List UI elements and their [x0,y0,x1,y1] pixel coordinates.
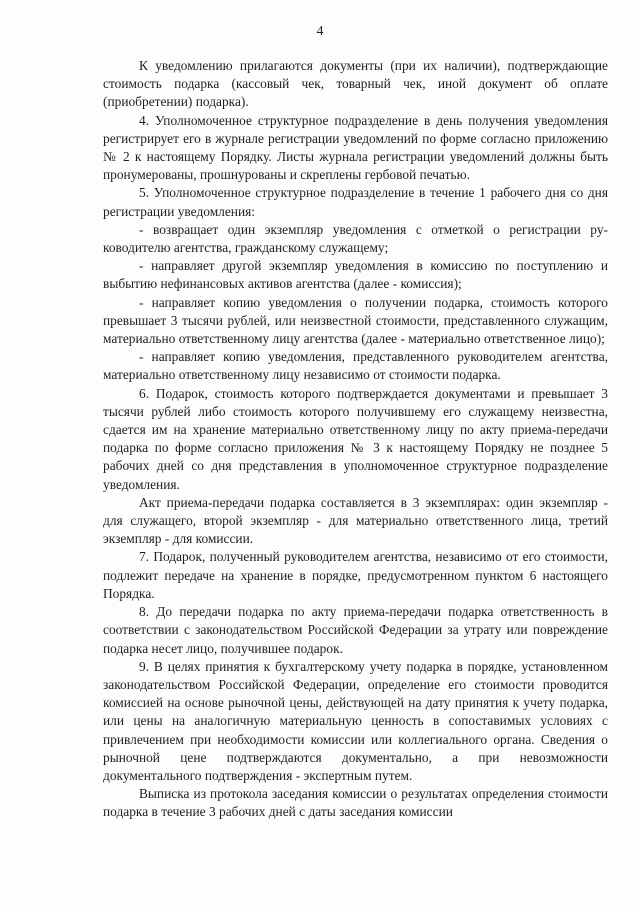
list-item-return-copy: - возвращает один экземпляр уведомления с отметкой о регистрации руководителю агентства, гражданскому служащему; [103,221,608,256]
paragraph-item-6: 6. Подарок, стоимость которого подтверждается документами и превышает 3 тысячи рублей либо стоимость которого получившему его служащему неизвестна, сдается им на хранение материально ответственному лицу по акту приема-передачи подарка по форме согласно приложения № 3 к настоящему Порядку не позднее 5 рабочих дней со дня представления в уполномоченное структурное подразделение уведомления. [103,385,608,492]
document-body [103,57,608,822]
paragraph-item-4: 4. Уполномоченное структурное подразделение в день получения уведомления регистрирует его в журнале регистрации уведомлений по форме согласно приложению № 2 к настоящему Порядку. Листы журнала регистрации уведомлений должны быть пронумерованы, прошнурованы и скреплены гербовой печатью. [103,112,608,183]
paragraph-item-9: 9. В целях принятия к бухгалтерскому учету подарка в порядке, установленном законодательством Российской Федерации, определение его стоимости проводится комиссией на основе рыночной цены, действующей на дату принятия к учету подарка, или цены на аналогичную материальную ценность в сопоставимых условиях с привлечением при необходимости комиссии или коллегиального органа. Сведения о рыночной цене подтверждаются документально, а при невозможности документального подтверждения - экспертным путем. [103,658,608,783]
list-item-send-to-commission: - направляет другой экземпляр уведомления в комиссию по поступлению и выбытию нефинансовых активов агентства (далее - комиссия); [103,258,608,292]
list-item-send-copy-over-3000: - направляет копию уведомления о получении подарка, стоимость которого превышает 3 тысячи рублей, или неизвестной стоимости, представленного служащим, материально ответственному лицу агентства (далее - материально ответственное лицо); [103,294,608,347]
paragraph-item-7: 7. Подарок, полученный руководителем агентства, независимо от его стоимости, подлежит передаче на хранение в порядке, предусмотренном пунктом 6 настоящего Порядка. [103,549,608,601]
paragraph-item-5: 5. Уполномоченное структурное подразделение в течение 1 рабочего дня со дня регистрации уведомления: [103,185,608,219]
paragraph-item-8: 8. До передачи подарка по акту приема-передачи подарка ответственность в соответствии с законодательством Российской Федерации за утрату или повреждение подарка несет лицо, получившее подарок. [103,604,608,656]
paragraph-act-copies: Акт приема-передачи подарка составляется в 3 экземплярах: один экземпляр - для служащего, второй экземпляр - для материально ответственного лица, третий экземпляр - для комиссии. [103,494,608,547]
list-item-send-copy-head: - направляет копию уведомления, представленного руководителем агентства, материально ответственному лицу независимо от стоимости подарка. [103,349,608,383]
page-number: 4 [316,24,324,39]
paragraph-protocol-extract: Выписка из протокола заседания комиссии о результатах определения стоимости подарка в течение 3 рабочих дней с даты заседания комиссии [103,786,608,820]
paragraph-attachments: К уведомлению прилагаются документы (при их наличии), подтверждающие стоимость подарка (кассовый чек, товарный чек, иной документ об оплате (приобретении) подарка). [103,58,608,110]
